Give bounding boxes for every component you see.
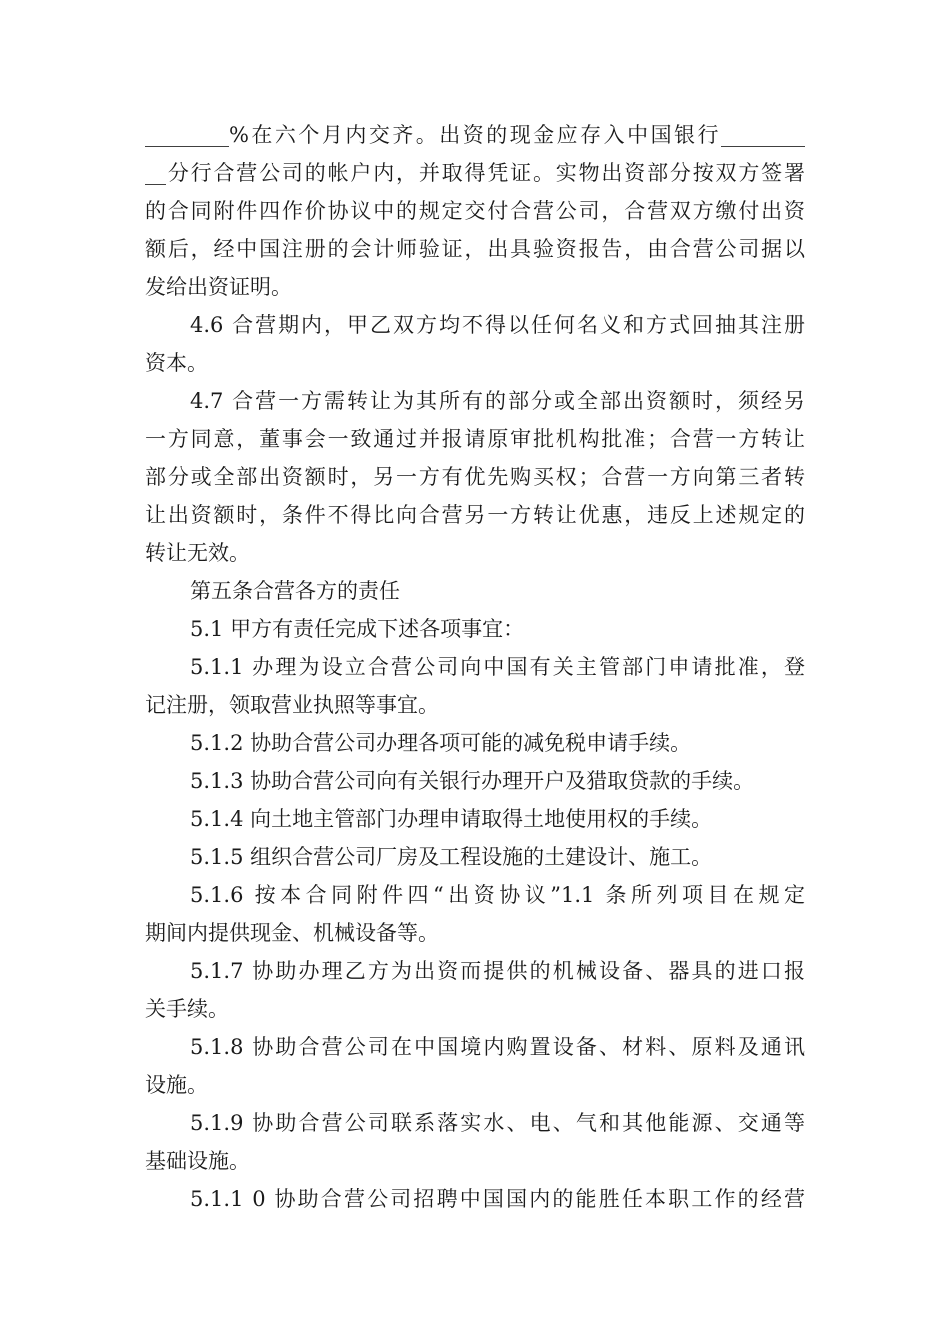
paragraph-4-5-line-2: __分行合营公司的帐户内，并取得凭证。实物出资部分按双方签署 xyxy=(145,161,805,185)
clause-4-7-line-4: 让出资额时，条件不得比向合营另一方转让优惠，违反上述规定的 xyxy=(145,503,805,527)
clause-5-1-9-line-1: 5.1.9 协助合营公司联系落实水、电、气和其他能源、交通等 xyxy=(190,1111,805,1135)
clause-5-1-8-line-2: 设施。 xyxy=(145,1073,208,1097)
clause-4-7-line-2: 一方同意，董事会一致通过并报请原审批机构批准；合营一方转让 xyxy=(145,427,805,451)
paragraph-4-5-line-5: 发给出资证明。 xyxy=(145,275,292,299)
clause-4-6-line-1: 4.6 合营期内，甲乙双方均不得以任何名义和方式回抽其注册 xyxy=(190,313,805,337)
clause-4-7-line-3: 部分或全部出资额时，另一方有优先购买权；合营一方向第三者转 xyxy=(145,465,805,489)
paragraph-4-5-line-4: 额后，经中国注册的会计师验证，出具验资报告，由合营公司据以 xyxy=(145,237,805,261)
article-5-heading: 第五条合营各方的责任 xyxy=(190,579,400,603)
clause-5-1-1-line-1: 5.1.1 办理为设立合营公司向中国有关主管部门申请批准，登 xyxy=(190,655,805,679)
clause-4-7-line-5: 转让无效。 xyxy=(145,541,250,565)
clause-5-1-10-line-1: 5.1.1 0 协助合营公司招聘中国国内的能胜任本职工作的经营 xyxy=(190,1187,805,1211)
clause-5-1-9-line-2: 基础设施。 xyxy=(145,1149,250,1173)
clause-5-1-7-line-2: 关手续。 xyxy=(145,997,229,1021)
clause-5-1-1-line-2: 记注册，领取营业执照等事宜。 xyxy=(145,693,439,717)
clause-5-1-8-line-1: 5.1.8 协助合营公司在中国境内购置设备、材料、原料及通讯 xyxy=(190,1035,805,1059)
clause-5-1-6-line-1: 5.1.6 按本合同附件四“出资协议”1.1 条所列项目在规定 xyxy=(190,883,805,907)
clause-5-1-7-line-1: 5.1.7 协助办理乙方为出资而提供的机械设备、器具的进口报 xyxy=(190,959,805,983)
clause-5-1-4: 5.1.4 向土地主管部门办理申请取得土地使用权的手续。 xyxy=(190,807,713,831)
clause-4-7-line-1: 4.7 合营一方需转让为其所有的部分或全部出资额时，须经另 xyxy=(190,389,805,413)
clause-5-1-2: 5.1.2 协助合营公司办理各项可能的减免税申请手续。 xyxy=(190,731,692,755)
clause-5-1: 5.1 甲方有责任完成下述各项事宜： xyxy=(190,617,525,641)
clause-5-1-5: 5.1.5 组织合营公司厂房及工程设施的土建设计、施工。 xyxy=(190,845,713,869)
clause-4-6-line-2: 资本。 xyxy=(145,351,208,375)
clause-5-1-6-line-2: 期间内提供现金、机械设备等。 xyxy=(145,921,439,945)
clause-5-1-3: 5.1.3 协助合营公司向有关银行办理开户及猎取贷款的手续。 xyxy=(190,769,755,793)
paragraph-4-5-line-3: 的合同附件四作价协议中的规定交付合营公司，合营双方缴付出资 xyxy=(145,199,805,223)
paragraph-4-5-line-1: ________%在六个月内交齐。出资的现金应存入中国银行________ xyxy=(145,123,805,147)
